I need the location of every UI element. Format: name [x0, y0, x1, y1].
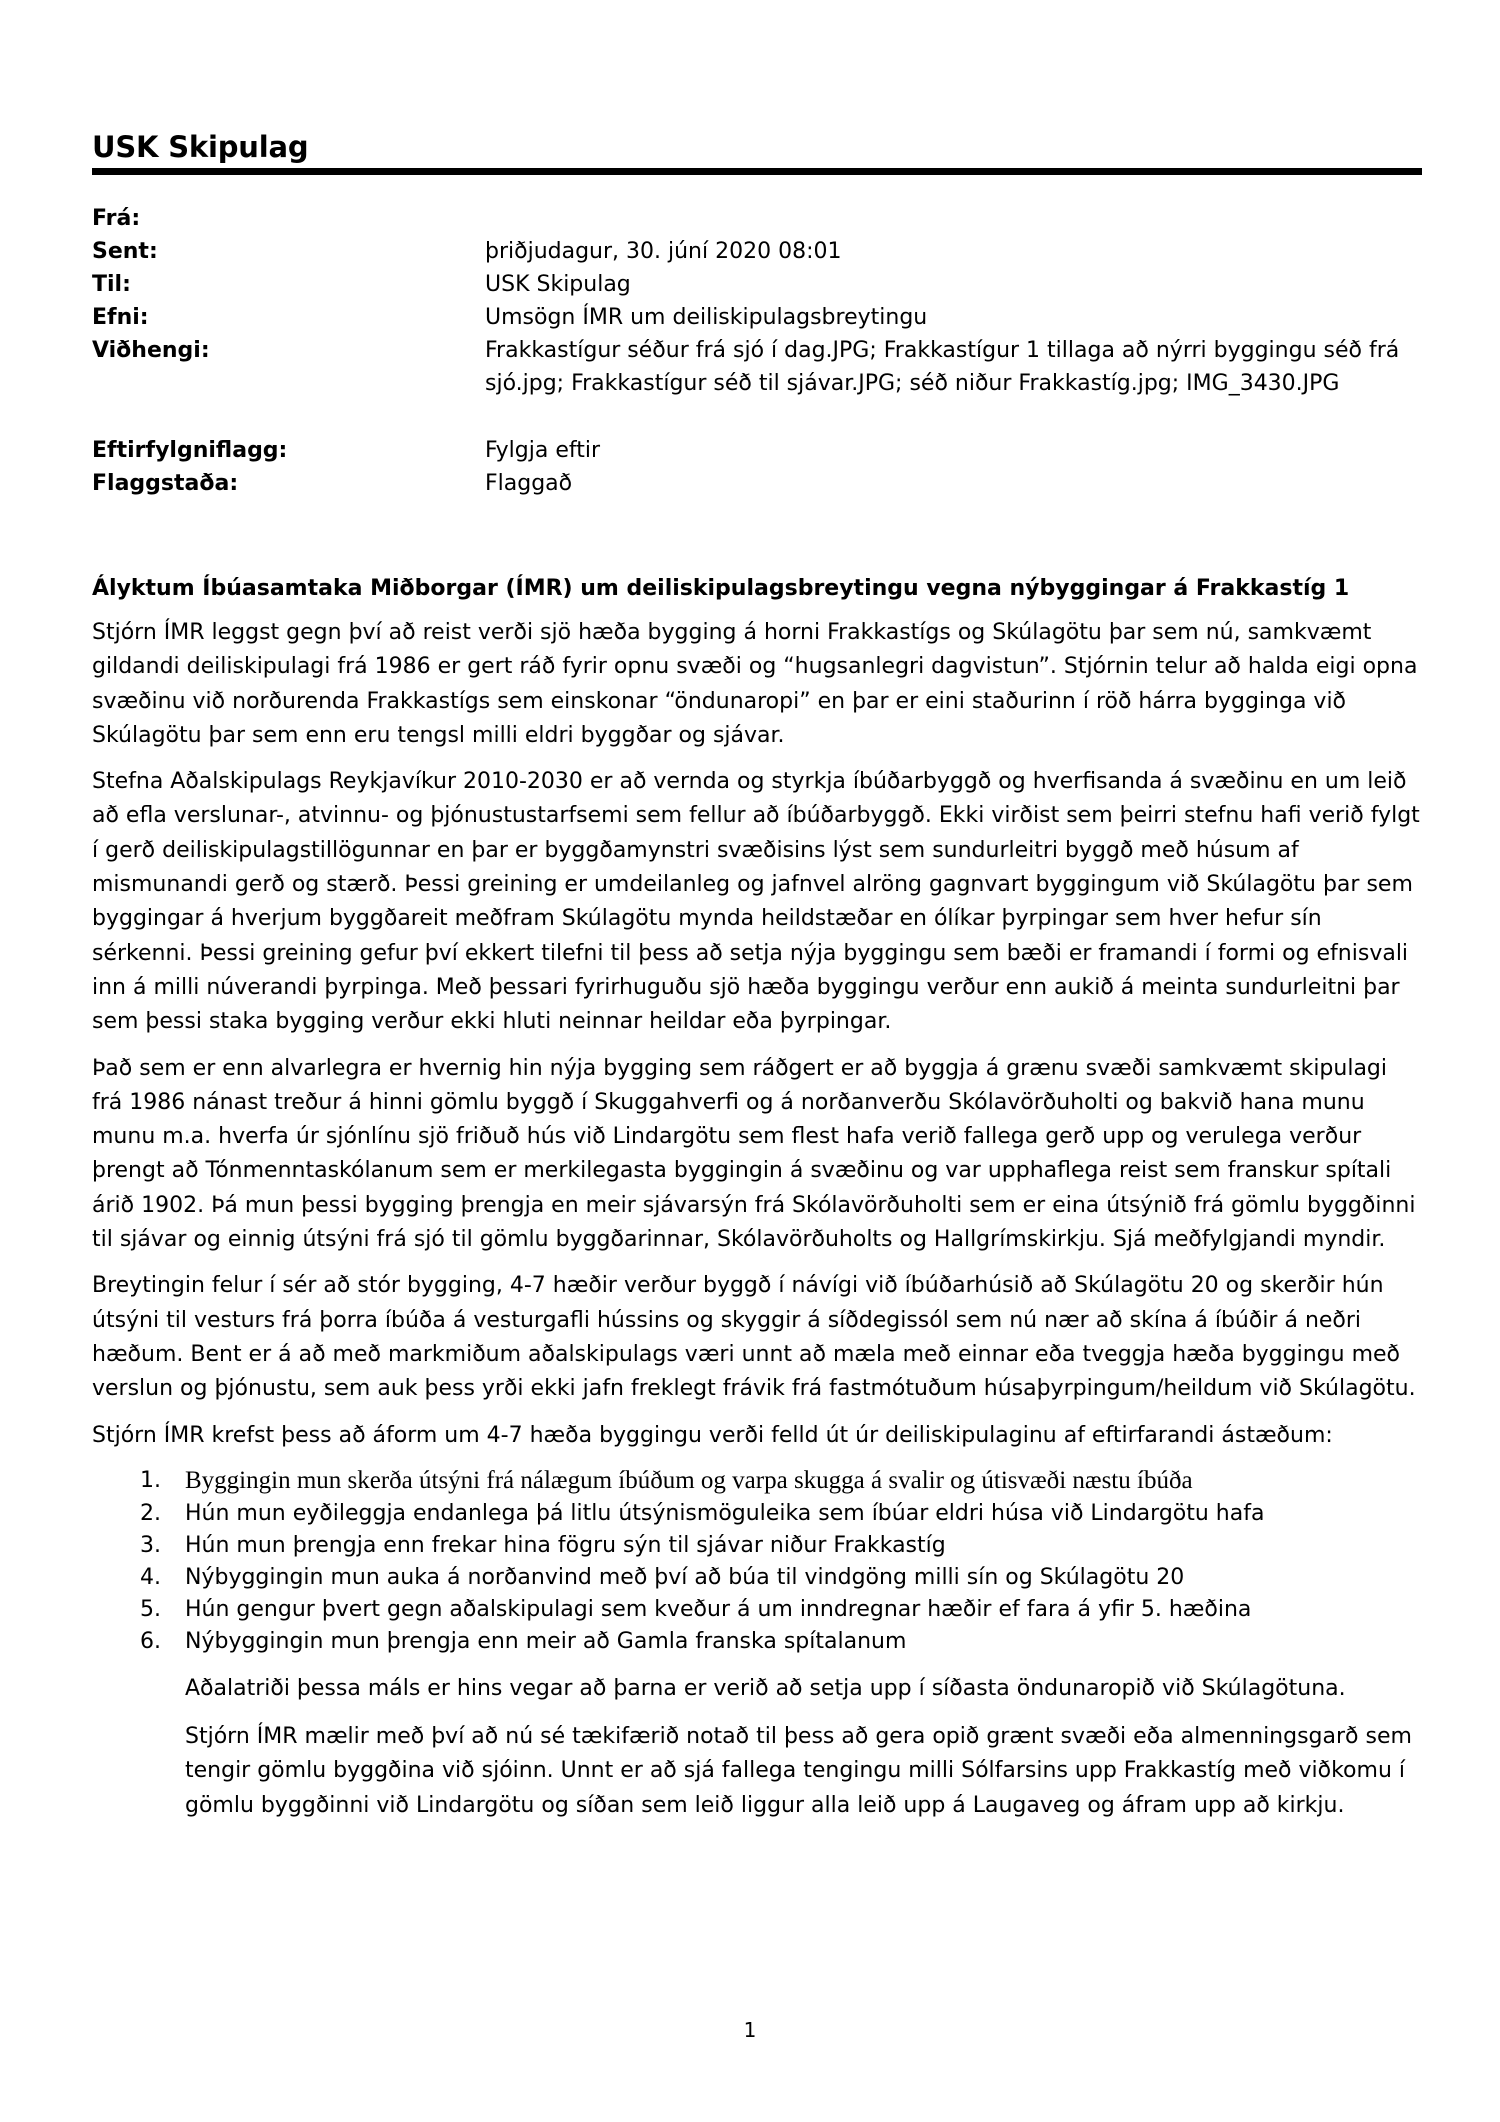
- header-label-follow-up-flag: Eftirfylgniflagg:: [92, 438, 288, 463]
- header-label-from: Frá:: [92, 206, 141, 231]
- header-label-flag-status: Flaggstaða:: [92, 471, 239, 496]
- header-row-subject: [92, 301, 1422, 334]
- sender-title: USK Skipulag: [92, 130, 309, 164]
- header-label-subject: Efni:: [92, 305, 149, 330]
- body-paragraph: Breytingin felur í sér að stór bygging, 4-7 hæðir verður byggð í návígi við íbúðarhúsið að Skúlagötu 20 og skerðir hún útsýni til vesturs frá þorra íbúða á vesturgafli hússins og skyggir á síðdegissól sem nú nær að skína á íbúðir á neðri hæðum. Bent er á að með markmiðum aðalskipulags væri unnt að mæla með einnar eða tveggja hæða byggingu með verslun og þjónustu, sem auk þess yrði ekki jafn freklegt frávik frá fastmótuðum húsaþyrpingum/heildum við Skúlagötu.: [92, 1273, 1416, 1402]
- list-item-number: 2.: [140, 1500, 161, 1526]
- body-paragraph: Stjórn ÍMR leggst gegn því að reist verði sjö hæða bygging á horni Frakkastígs og Skúlagötu þar sem nú, samkvæmt gildandi deiliskipulagi frá 1986 er gert ráð fyrir opnu svæði og “hugsanlegri dagvistun”. Stjórnin telur að halda eigi opna svæðinu við norðurenda Frakkastígs sem einskonar “öndunaropi” en þar er eini staðurinn í röð hárra bygginga við Skúlagötu þar sem enn eru tengsl milli eldri byggðar og sjávar.: [92, 620, 1418, 748]
- body-paragraph: Það sem er enn alvarlegra er hvernig hin nýja bygging sem ráðgert er að byggja á grænu svæði samkvæmt skipulagi frá 1986 nánast treður á hinni gömlu byggð í Skuggahverfi og á norðanverðu Skólavörðuholti og bakvið hana munu munu m.a. hverfa úr sjónlínu sjö friðuð hús við Lindargötu sem flest hafa verið fallega gerð upp og verulega verður þrengt að Tónmenntaskólanum sem er merkilegasta byggingin á svæðinu og var upphaflega reist sem franskur spítali árið 1902. Þá mun þessi bygging þrengja en meir sjávarsýn frá Skólavörðuholti sem er eina útsýnið frá gömlu byggðinni til sjávar og einnig útsýni frá sjó til gömlu byggðarinnar, Skólavörðuholts og Hallgrímskirkju. Sjá meðfylgjandi myndir.: [92, 1055, 1416, 1253]
- list-item-number: 4.: [140, 1564, 161, 1590]
- header-value-attachments: Frakkastígur séður frá sjó í dag.JPG; Frakkastígur 1 tillaga að nýrri byggingu séð frá sjó.jpg; Frakkastígur séð til sjávar.JPG; séð niður Frakkastíg.jpg; IMG_3430.JPG: [485, 338, 1400, 396]
- list-item-text: Byggingin mun skerða útsýni frá nálægum íbúðum og varpa skugga á svalir og útisvæði næstu íbúða: [185, 1466, 1193, 1494]
- closing-paragraph: Stjórn ÍMR mælir með því að nú sé tækifærið notað til þess að gera opið grænt svæði eða almenningsgarð sem tengir gömlu byggðina við sjóinn. Unnt er að sjá fallega tengingu milli Sólfarsins upp Frakkastíg með viðkomu í gömlu byggðinni við Lindargötu og síðan sem leið liggur alla leið upp á Laugaveg og áfram upp að kirkju.: [185, 1724, 1412, 1818]
- list-item: [92, 1594, 1422, 1626]
- resolution-heading: Ályktum Íbúasamtaka Miðborgar (ÍMR) um deiliskipulagsbreytingu vegna nýbyggingar á Frakkastíg 1: [92, 576, 1350, 601]
- list-item-text: Nýbyggingin mun þrengja enn meir að Gamla franska spítalanum: [185, 1628, 907, 1654]
- list-item: [92, 1530, 1422, 1562]
- email-header: [92, 202, 1422, 500]
- closing-paragraph: Aðalatriði þessa máls er hins vegar að þarna er verið að setja upp í síðasta öndunaropið við Skúlagötuna.: [185, 1675, 1346, 1701]
- header-value-follow-up-flag: Fylgja eftir: [485, 438, 600, 463]
- title-divider: [92, 168, 1422, 175]
- message-body: [92, 572, 1422, 1835]
- header-row-follow-up-flag: [92, 434, 1422, 467]
- list-item-text: Hún mun eyðileggja endanlega þá litlu útsýnismöguleika sem íbúar eldri húsa við Lindargötu hafa: [185, 1500, 1265, 1526]
- header-row-from: [92, 202, 1422, 235]
- list-item-number: 1.: [140, 1467, 161, 1493]
- list-item: [92, 1562, 1422, 1594]
- body-paragraph: Stefna Aðalskipulags Reykjavíkur 2010-2030 er að vernda og styrkja íbúðarbyggð og hverfisanda á svæðinu en um leið að efla verslunar-, atvinnu- og þjónustustarfsemi sem fellur að íbúðarbyggð. Ekki virðist sem þeirri stefnu hafi verið fylgt í gerð deiliskipulagstillögunnar en þar er byggðamynstri svæðisins lýst sem sundurleitri byggð með húsum af mismunandi gerð og stærð. Þessi greining er umdeilanleg og jafnvel alröng gagnvart byggingum við Skúlagötu þar sem byggingar á hverjum byggðareit meðfram Skúlagötu mynda heildstæðar en ólíkar þyrpingar sem hver hefur sín sérkenni. Þessi greining gefur því ekkert tilefni til þess að setja nýja byggingu sem bæði er framandi í formi og efnisvali inn á milli núverandi þyrpinga. Með þessari fyrirhuguðu sjö hæða byggingu verður enn aukið á meinta sundurleitni þar sem þessi staka bygging verður ekki hluti neinnar heildar eða þyrpingar.: [92, 769, 1420, 1035]
- header-label-sent: Sent:: [92, 239, 158, 264]
- list-item-text: Nýbyggingin mun auka á norðanvind með því að búa til vindgöng milli sín og Skúlagötu 20: [185, 1564, 1185, 1590]
- header-value-to: USK Skipulag: [485, 272, 631, 297]
- header-label-to: Til:: [92, 272, 131, 297]
- list-item-number: 3.: [140, 1532, 161, 1558]
- header-value-flag-status: Flaggað: [485, 471, 573, 496]
- header-row-sent: [92, 235, 1422, 268]
- page-number: 1: [743, 2018, 757, 2042]
- list-item: [92, 1626, 1422, 1658]
- header-value-sent: þriðjudagur, 30. júní 2020 08:01: [485, 239, 842, 264]
- reasons-list: [92, 1465, 1422, 1658]
- list-item-number: 5.: [140, 1596, 161, 1622]
- header-value-subject: Umsögn ÍMR um deiliskipulagsbreytingu: [485, 305, 928, 330]
- header-label-attachments: Viðhengi:: [92, 338, 210, 363]
- list-item: [92, 1465, 1422, 1498]
- header-row-to: [92, 268, 1422, 301]
- list-item-text: Hún mun þrengja enn frekar hina fögru sýn til sjávar niður Frakkastíg: [185, 1532, 946, 1558]
- header-row-attachments: [92, 334, 1422, 400]
- list-item: [92, 1498, 1422, 1530]
- list-item-text: Hún gengur þvert gegn aðalskipulagi sem kveður á um inndregnar hæðir ef fara á yfir 5. hæðina: [185, 1596, 1252, 1622]
- body-paragraph: Stjórn ÍMR krefst þess að áform um 4-7 hæða byggingu verði felld út úr deiliskipulaginu af eftirfarandi ástæðum:: [92, 1422, 1333, 1448]
- header-row-flag-status: [92, 467, 1422, 500]
- list-item-number: 6.: [140, 1628, 161, 1654]
